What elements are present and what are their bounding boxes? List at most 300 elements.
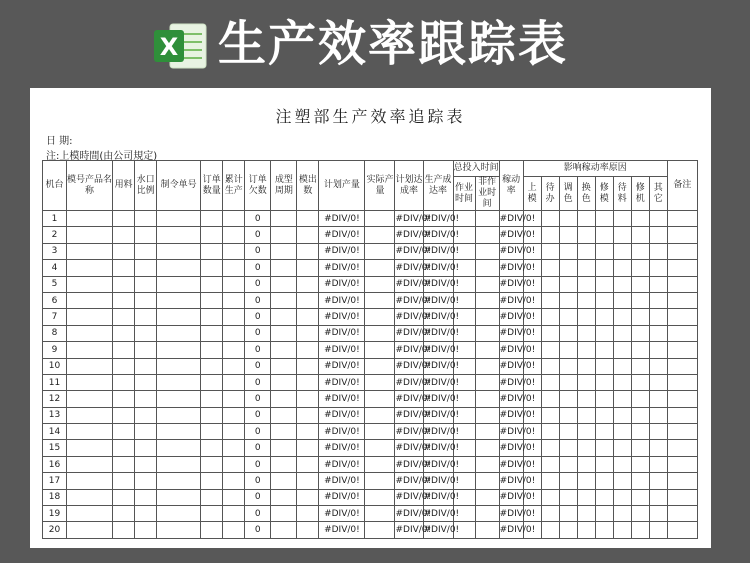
cell-plan-rate[interactable]: #DIV/0! <box>395 325 423 341</box>
empty-cell[interactable] <box>595 342 613 358</box>
cell-plan-rate[interactable]: #DIV/0! <box>395 522 423 538</box>
cell-plan-output[interactable]: #DIV/0! <box>319 391 365 407</box>
empty-cell[interactable] <box>157 489 201 505</box>
empty-cell[interactable] <box>223 325 245 341</box>
empty-cell[interactable] <box>475 309 499 325</box>
empty-cell[interactable] <box>577 325 595 341</box>
empty-cell[interactable] <box>113 276 135 292</box>
empty-cell[interactable] <box>631 440 649 456</box>
empty-cell[interactable] <box>649 342 667 358</box>
empty-cell[interactable] <box>365 276 395 292</box>
empty-cell[interactable] <box>613 473 631 489</box>
empty-cell[interactable] <box>541 391 559 407</box>
empty-cell[interactable] <box>631 489 649 505</box>
cell-machine-no[interactable]: 8 <box>43 325 67 341</box>
empty-cell[interactable] <box>297 260 319 276</box>
cell-plan-output[interactable]: #DIV/0! <box>319 309 365 325</box>
cell-machine-no[interactable]: 10 <box>43 358 67 374</box>
cell-prod-rate[interactable]: #DIV/0! <box>423 309 453 325</box>
empty-cell[interactable] <box>157 243 201 259</box>
empty-cell[interactable] <box>613 260 631 276</box>
empty-cell[interactable] <box>649 473 667 489</box>
empty-cell[interactable] <box>113 473 135 489</box>
empty-cell[interactable] <box>649 292 667 308</box>
empty-cell[interactable] <box>577 489 595 505</box>
empty-cell[interactable] <box>297 358 319 374</box>
empty-cell[interactable] <box>595 456 613 472</box>
empty-cell[interactable] <box>577 358 595 374</box>
empty-cell[interactable] <box>297 325 319 341</box>
empty-cell[interactable] <box>475 325 499 341</box>
empty-cell[interactable] <box>67 342 113 358</box>
empty-cell[interactable] <box>475 407 499 423</box>
cell-plan-output[interactable]: #DIV/0! <box>319 325 365 341</box>
empty-cell[interactable] <box>223 260 245 276</box>
empty-cell[interactable] <box>201 243 223 259</box>
empty-cell[interactable] <box>649 424 667 440</box>
empty-cell[interactable] <box>365 374 395 390</box>
empty-cell[interactable] <box>667 342 697 358</box>
cell-plan-rate[interactable]: #DIV/0! <box>395 276 423 292</box>
empty-cell[interactable] <box>201 473 223 489</box>
empty-cell[interactable] <box>297 440 319 456</box>
empty-cell[interactable] <box>667 374 697 390</box>
cell-prod-rate[interactable]: #DIV/0! <box>423 473 453 489</box>
empty-cell[interactable] <box>475 243 499 259</box>
empty-cell[interactable] <box>157 424 201 440</box>
empty-cell[interactable] <box>667 309 697 325</box>
cell-plan-output[interactable]: #DIV/0! <box>319 260 365 276</box>
empty-cell[interactable] <box>667 456 697 472</box>
empty-cell[interactable] <box>475 374 499 390</box>
empty-cell[interactable] <box>577 227 595 243</box>
empty-cell[interactable] <box>475 292 499 308</box>
empty-cell[interactable] <box>365 506 395 522</box>
empty-cell[interactable] <box>365 309 395 325</box>
cell-plan-rate[interactable]: #DIV/0! <box>395 407 423 423</box>
empty-cell[interactable] <box>559 292 577 308</box>
empty-cell[interactable] <box>271 473 297 489</box>
empty-cell[interactable] <box>201 489 223 505</box>
cell-plan-output[interactable]: #DIV/0! <box>319 292 365 308</box>
empty-cell[interactable] <box>271 211 297 227</box>
empty-cell[interactable] <box>297 407 319 423</box>
cell-util-rate[interactable]: #DIV/0! <box>499 440 523 456</box>
empty-cell[interactable] <box>67 309 113 325</box>
cell-prod-rate[interactable]: #DIV/0! <box>423 276 453 292</box>
cell-plan-rate[interactable]: #DIV/0! <box>395 473 423 489</box>
empty-cell[interactable] <box>577 456 595 472</box>
cell-util-rate[interactable]: #DIV/0! <box>499 473 523 489</box>
empty-cell[interactable] <box>631 358 649 374</box>
cell-order-short[interactable]: 0 <box>245 325 271 341</box>
empty-cell[interactable] <box>223 407 245 423</box>
empty-cell[interactable] <box>475 260 499 276</box>
empty-cell[interactable] <box>365 211 395 227</box>
empty-cell[interactable] <box>201 309 223 325</box>
empty-cell[interactable] <box>613 243 631 259</box>
empty-cell[interactable] <box>201 374 223 390</box>
cell-plan-output[interactable]: #DIV/0! <box>319 440 365 456</box>
cell-order-short[interactable]: 0 <box>245 276 271 292</box>
cell-prod-rate[interactable]: #DIV/0! <box>423 325 453 341</box>
empty-cell[interactable] <box>271 276 297 292</box>
empty-cell[interactable] <box>613 292 631 308</box>
cell-machine-no[interactable]: 16 <box>43 456 67 472</box>
empty-cell[interactable] <box>541 424 559 440</box>
empty-cell[interactable] <box>541 342 559 358</box>
empty-cell[interactable] <box>135 456 157 472</box>
empty-cell[interactable] <box>595 391 613 407</box>
empty-cell[interactable] <box>631 522 649 538</box>
empty-cell[interactable] <box>559 407 577 423</box>
empty-cell[interactable] <box>365 440 395 456</box>
empty-cell[interactable] <box>649 358 667 374</box>
cell-util-rate[interactable]: #DIV/0! <box>499 309 523 325</box>
empty-cell[interactable] <box>223 211 245 227</box>
cell-prod-rate[interactable]: #DIV/0! <box>423 407 453 423</box>
cell-util-rate[interactable]: #DIV/0! <box>499 456 523 472</box>
empty-cell[interactable] <box>365 342 395 358</box>
empty-cell[interactable] <box>67 473 113 489</box>
cell-util-rate[interactable]: #DIV/0! <box>499 374 523 390</box>
cell-machine-no[interactable]: 11 <box>43 374 67 390</box>
empty-cell[interactable] <box>157 391 201 407</box>
empty-cell[interactable] <box>577 260 595 276</box>
empty-cell[interactable] <box>577 292 595 308</box>
empty-cell[interactable] <box>631 292 649 308</box>
cell-plan-output[interactable]: #DIV/0! <box>319 473 365 489</box>
empty-cell[interactable] <box>595 358 613 374</box>
empty-cell[interactable] <box>649 243 667 259</box>
empty-cell[interactable] <box>559 424 577 440</box>
empty-cell[interactable] <box>649 456 667 472</box>
empty-cell[interactable] <box>223 391 245 407</box>
empty-cell[interactable] <box>223 227 245 243</box>
cell-plan-output[interactable]: #DIV/0! <box>319 211 365 227</box>
empty-cell[interactable] <box>475 424 499 440</box>
empty-cell[interactable] <box>559 227 577 243</box>
empty-cell[interactable] <box>297 506 319 522</box>
cell-prod-rate[interactable]: #DIV/0! <box>423 489 453 505</box>
empty-cell[interactable] <box>113 506 135 522</box>
empty-cell[interactable] <box>135 374 157 390</box>
cell-util-rate[interactable]: #DIV/0! <box>499 227 523 243</box>
empty-cell[interactable] <box>271 407 297 423</box>
empty-cell[interactable] <box>201 211 223 227</box>
cell-machine-no[interactable]: 3 <box>43 243 67 259</box>
empty-cell[interactable] <box>135 342 157 358</box>
empty-cell[interactable] <box>649 374 667 390</box>
empty-cell[interactable] <box>297 456 319 472</box>
cell-order-short[interactable]: 0 <box>245 211 271 227</box>
empty-cell[interactable] <box>559 391 577 407</box>
empty-cell[interactable] <box>157 325 201 341</box>
empty-cell[interactable] <box>559 211 577 227</box>
empty-cell[interactable] <box>631 391 649 407</box>
empty-cell[interactable] <box>113 374 135 390</box>
cell-plan-output[interactable]: #DIV/0! <box>319 506 365 522</box>
empty-cell[interactable] <box>135 522 157 538</box>
cell-util-rate[interactable]: #DIV/0! <box>499 522 523 538</box>
cell-machine-no[interactable]: 2 <box>43 227 67 243</box>
empty-cell[interactable] <box>541 309 559 325</box>
cell-plan-rate[interactable]: #DIV/0! <box>395 489 423 505</box>
cell-plan-rate[interactable]: #DIV/0! <box>395 260 423 276</box>
empty-cell[interactable] <box>577 506 595 522</box>
empty-cell[interactable] <box>271 489 297 505</box>
empty-cell[interactable] <box>631 374 649 390</box>
empty-cell[interactable] <box>271 374 297 390</box>
empty-cell[interactable] <box>135 260 157 276</box>
empty-cell[interactable] <box>297 227 319 243</box>
cell-util-rate[interactable]: #DIV/0! <box>499 489 523 505</box>
empty-cell[interactable] <box>67 276 113 292</box>
empty-cell[interactable] <box>223 506 245 522</box>
empty-cell[interactable] <box>67 456 113 472</box>
empty-cell[interactable] <box>559 309 577 325</box>
empty-cell[interactable] <box>67 243 113 259</box>
cell-order-short[interactable]: 0 <box>245 227 271 243</box>
empty-cell[interactable] <box>157 276 201 292</box>
cell-prod-rate[interactable]: #DIV/0! <box>423 506 453 522</box>
empty-cell[interactable] <box>157 374 201 390</box>
empty-cell[interactable] <box>541 440 559 456</box>
empty-cell[interactable] <box>667 506 697 522</box>
empty-cell[interactable] <box>113 325 135 341</box>
empty-cell[interactable] <box>365 473 395 489</box>
empty-cell[interactable] <box>113 358 135 374</box>
empty-cell[interactable] <box>631 309 649 325</box>
empty-cell[interactable] <box>135 309 157 325</box>
empty-cell[interactable] <box>613 456 631 472</box>
empty-cell[interactable] <box>297 276 319 292</box>
empty-cell[interactable] <box>475 227 499 243</box>
empty-cell[interactable] <box>595 489 613 505</box>
empty-cell[interactable] <box>223 522 245 538</box>
empty-cell[interactable] <box>271 424 297 440</box>
empty-cell[interactable] <box>667 243 697 259</box>
cell-machine-no[interactable]: 1 <box>43 211 67 227</box>
empty-cell[interactable] <box>157 292 201 308</box>
empty-cell[interactable] <box>271 292 297 308</box>
empty-cell[interactable] <box>271 506 297 522</box>
empty-cell[interactable] <box>113 211 135 227</box>
empty-cell[interactable] <box>631 342 649 358</box>
empty-cell[interactable] <box>631 260 649 276</box>
cell-plan-rate[interactable]: #DIV/0! <box>395 374 423 390</box>
empty-cell[interactable] <box>365 243 395 259</box>
empty-cell[interactable] <box>667 292 697 308</box>
cell-machine-no[interactable]: 17 <box>43 473 67 489</box>
empty-cell[interactable] <box>297 309 319 325</box>
empty-cell[interactable] <box>201 325 223 341</box>
empty-cell[interactable] <box>613 276 631 292</box>
empty-cell[interactable] <box>297 489 319 505</box>
cell-order-short[interactable]: 0 <box>245 342 271 358</box>
empty-cell[interactable] <box>365 522 395 538</box>
empty-cell[interactable] <box>541 456 559 472</box>
empty-cell[interactable] <box>577 424 595 440</box>
empty-cell[interactable] <box>201 358 223 374</box>
empty-cell[interactable] <box>271 522 297 538</box>
empty-cell[interactable] <box>577 391 595 407</box>
cell-machine-no[interactable]: 12 <box>43 391 67 407</box>
empty-cell[interactable] <box>157 522 201 538</box>
empty-cell[interactable] <box>559 358 577 374</box>
cell-machine-no[interactable]: 7 <box>43 309 67 325</box>
cell-plan-rate[interactable]: #DIV/0! <box>395 227 423 243</box>
empty-cell[interactable] <box>271 456 297 472</box>
cell-util-rate[interactable]: #DIV/0! <box>499 358 523 374</box>
cell-plan-output[interactable]: #DIV/0! <box>319 407 365 423</box>
empty-cell[interactable] <box>667 473 697 489</box>
cell-plan-rate[interactable]: #DIV/0! <box>395 309 423 325</box>
empty-cell[interactable] <box>201 391 223 407</box>
empty-cell[interactable] <box>667 489 697 505</box>
empty-cell[interactable] <box>475 358 499 374</box>
empty-cell[interactable] <box>541 407 559 423</box>
empty-cell[interactable] <box>631 276 649 292</box>
empty-cell[interactable] <box>631 506 649 522</box>
empty-cell[interactable] <box>271 260 297 276</box>
empty-cell[interactable] <box>113 243 135 259</box>
cell-order-short[interactable]: 0 <box>245 243 271 259</box>
empty-cell[interactable] <box>595 243 613 259</box>
empty-cell[interactable] <box>297 391 319 407</box>
empty-cell[interactable] <box>613 342 631 358</box>
empty-cell[interactable] <box>113 489 135 505</box>
cell-prod-rate[interactable]: #DIV/0! <box>423 440 453 456</box>
empty-cell[interactable] <box>365 391 395 407</box>
empty-cell[interactable] <box>649 522 667 538</box>
empty-cell[interactable] <box>365 227 395 243</box>
cell-prod-rate[interactable]: #DIV/0! <box>423 211 453 227</box>
empty-cell[interactable] <box>541 374 559 390</box>
cell-plan-rate[interactable]: #DIV/0! <box>395 243 423 259</box>
empty-cell[interactable] <box>271 342 297 358</box>
empty-cell[interactable] <box>559 506 577 522</box>
cell-order-short[interactable]: 0 <box>245 407 271 423</box>
empty-cell[interactable] <box>667 211 697 227</box>
empty-cell[interactable] <box>559 456 577 472</box>
cell-order-short[interactable]: 0 <box>245 358 271 374</box>
empty-cell[interactable] <box>297 342 319 358</box>
cell-util-rate[interactable]: #DIV/0! <box>499 424 523 440</box>
empty-cell[interactable] <box>667 407 697 423</box>
cell-order-short[interactable]: 0 <box>245 260 271 276</box>
empty-cell[interactable] <box>595 227 613 243</box>
empty-cell[interactable] <box>223 374 245 390</box>
empty-cell[interactable] <box>577 440 595 456</box>
cell-plan-rate[interactable]: #DIV/0! <box>395 506 423 522</box>
cell-plan-output[interactable]: #DIV/0! <box>319 489 365 505</box>
cell-plan-output[interactable]: #DIV/0! <box>319 276 365 292</box>
empty-cell[interactable] <box>475 391 499 407</box>
empty-cell[interactable] <box>135 211 157 227</box>
empty-cell[interactable] <box>595 260 613 276</box>
empty-cell[interactable] <box>631 227 649 243</box>
empty-cell[interactable] <box>559 243 577 259</box>
empty-cell[interactable] <box>631 243 649 259</box>
empty-cell[interactable] <box>157 358 201 374</box>
cell-prod-rate[interactable]: #DIV/0! <box>423 292 453 308</box>
empty-cell[interactable] <box>541 489 559 505</box>
cell-plan-rate[interactable]: #DIV/0! <box>395 440 423 456</box>
empty-cell[interactable] <box>67 292 113 308</box>
cell-machine-no[interactable]: 6 <box>43 292 67 308</box>
cell-prod-rate[interactable]: #DIV/0! <box>423 260 453 276</box>
empty-cell[interactable] <box>541 260 559 276</box>
empty-cell[interactable] <box>649 506 667 522</box>
empty-cell[interactable] <box>541 276 559 292</box>
cell-util-rate[interactable]: #DIV/0! <box>499 506 523 522</box>
empty-cell[interactable] <box>613 440 631 456</box>
empty-cell[interactable] <box>649 391 667 407</box>
cell-util-rate[interactable]: #DIV/0! <box>499 211 523 227</box>
empty-cell[interactable] <box>271 227 297 243</box>
empty-cell[interactable] <box>613 489 631 505</box>
empty-cell[interactable] <box>365 292 395 308</box>
cell-plan-output[interactable]: #DIV/0! <box>319 243 365 259</box>
empty-cell[interactable] <box>667 424 697 440</box>
empty-cell[interactable] <box>157 407 201 423</box>
cell-plan-rate[interactable]: #DIV/0! <box>395 391 423 407</box>
empty-cell[interactable] <box>297 374 319 390</box>
empty-cell[interactable] <box>541 358 559 374</box>
empty-cell[interactable] <box>595 424 613 440</box>
empty-cell[interactable] <box>649 227 667 243</box>
empty-cell[interactable] <box>135 292 157 308</box>
cell-prod-rate[interactable]: #DIV/0! <box>423 342 453 358</box>
cell-plan-output[interactable]: #DIV/0! <box>319 227 365 243</box>
empty-cell[interactable] <box>223 489 245 505</box>
empty-cell[interactable] <box>201 424 223 440</box>
empty-cell[interactable] <box>365 325 395 341</box>
empty-cell[interactable] <box>201 407 223 423</box>
empty-cell[interactable] <box>667 522 697 538</box>
cell-prod-rate[interactable]: #DIV/0! <box>423 522 453 538</box>
empty-cell[interactable] <box>541 211 559 227</box>
empty-cell[interactable] <box>67 407 113 423</box>
empty-cell[interactable] <box>577 211 595 227</box>
cell-machine-no[interactable]: 14 <box>43 424 67 440</box>
empty-cell[interactable] <box>613 325 631 341</box>
empty-cell[interactable] <box>649 440 667 456</box>
empty-cell[interactable] <box>113 522 135 538</box>
empty-cell[interactable] <box>649 309 667 325</box>
cell-order-short[interactable]: 0 <box>245 391 271 407</box>
cell-order-short[interactable]: 0 <box>245 374 271 390</box>
empty-cell[interactable] <box>135 391 157 407</box>
empty-cell[interactable] <box>577 374 595 390</box>
empty-cell[interactable] <box>271 309 297 325</box>
empty-cell[interactable] <box>365 407 395 423</box>
cell-plan-output[interactable]: #DIV/0! <box>319 374 365 390</box>
cell-machine-no[interactable]: 9 <box>43 342 67 358</box>
empty-cell[interactable] <box>595 211 613 227</box>
empty-cell[interactable] <box>365 456 395 472</box>
cell-machine-no[interactable]: 5 <box>43 276 67 292</box>
empty-cell[interactable] <box>67 374 113 390</box>
empty-cell[interactable] <box>135 358 157 374</box>
cell-plan-rate[interactable]: #DIV/0! <box>395 211 423 227</box>
empty-cell[interactable] <box>613 506 631 522</box>
empty-cell[interactable] <box>631 424 649 440</box>
empty-cell[interactable] <box>649 276 667 292</box>
empty-cell[interactable] <box>613 424 631 440</box>
empty-cell[interactable] <box>113 227 135 243</box>
